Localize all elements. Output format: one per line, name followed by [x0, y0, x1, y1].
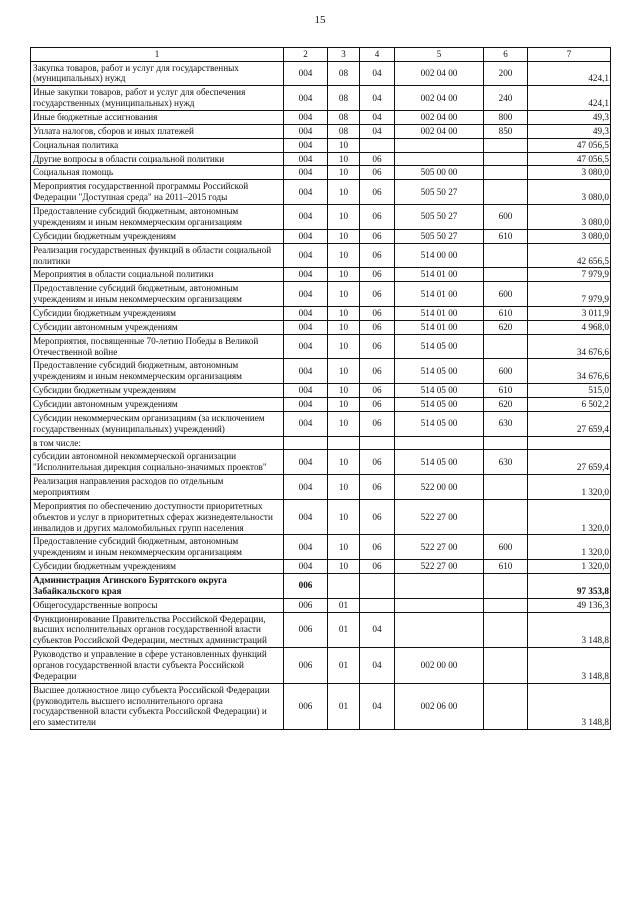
row-ved-cell: 004	[284, 138, 328, 152]
row-sum-cell: 4 968,0	[528, 320, 611, 334]
row-sum-cell: 3 148,8	[528, 683, 611, 729]
page-number: 15	[314, 14, 326, 26]
table-row	[31, 450, 611, 475]
row-vr-cell: 240	[484, 86, 528, 111]
row-name-cell: Субсидии бюджетным учреждениям	[31, 384, 284, 398]
table-row	[31, 138, 611, 152]
row-sum-cell: 1 320,0	[528, 499, 611, 535]
row-name-cell: Закупка товаров, работ и услуг для государственных (муниципальных) нужд	[31, 61, 284, 86]
row-csr-cell: 514 05 00	[395, 359, 484, 384]
row-name-cell: Предоставление субсидий бюджетным, автономным учреждениям и иным некоммерческим организациям	[31, 359, 284, 384]
row-rz-cell: 10	[328, 229, 360, 243]
table-row	[31, 560, 611, 574]
row-rz-cell: 10	[328, 334, 360, 359]
row-sum-cell: 49,3	[528, 111, 611, 125]
row-name-cell: Субсидии автономным учреждениям	[31, 320, 284, 334]
row-vr-cell: 600	[484, 205, 528, 230]
row-vr-cell: 620	[484, 397, 528, 411]
row-pr-cell: 06	[360, 359, 395, 384]
row-csr-cell: 514 05 00	[395, 411, 484, 436]
row-rz-cell: 08	[328, 86, 360, 111]
row-sum-cell: 34 676,6	[528, 359, 611, 384]
row-name-cell: Иные бюджетные ассигнования	[31, 111, 284, 125]
row-pr-cell: 06	[360, 397, 395, 411]
row-ved-cell: 004	[284, 397, 328, 411]
row-csr-cell: 002 00 00	[395, 648, 484, 684]
row-ved-cell: 004	[284, 152, 328, 166]
row-rz-cell: 10	[328, 499, 360, 535]
row-name-cell: Иные закупки товаров, работ и услуг для обеспечения государственных (муниципальных) нужд	[31, 86, 284, 111]
row-rz-cell: 10	[328, 166, 360, 180]
row-sum-cell: 3 080,0	[528, 166, 611, 180]
row-ved-cell: 004	[284, 535, 328, 560]
row-rz-cell: 10	[328, 397, 360, 411]
row-vr-cell: 610	[484, 384, 528, 398]
row-vr-cell	[484, 598, 528, 612]
row-vr-cell	[484, 268, 528, 282]
row-vr-cell: 610	[484, 229, 528, 243]
row-ved-cell: 004	[284, 205, 328, 230]
row-ved-cell: 004	[284, 124, 328, 138]
table-row	[31, 152, 611, 166]
row-vr-cell: 600	[484, 535, 528, 560]
table-row	[31, 306, 611, 320]
row-vr-cell: 610	[484, 306, 528, 320]
column-header: 4	[360, 48, 395, 62]
row-name-cell: Уплата налогов, сборов и иных платежей	[31, 124, 284, 138]
row-sum-cell: 424,1	[528, 86, 611, 111]
row-sum-cell: 1 320,0	[528, 475, 611, 500]
row-pr-cell: 06	[360, 450, 395, 475]
row-sum-cell: 47 056,5	[528, 152, 611, 166]
row-sum-cell: 7 979,9	[528, 268, 611, 282]
row-vr-cell	[484, 648, 528, 684]
row-csr-cell: 514 01 00	[395, 268, 484, 282]
row-pr-cell: 06	[360, 560, 395, 574]
row-vr-cell: 600	[484, 359, 528, 384]
row-sum-cell: 515,0	[528, 384, 611, 398]
row-pr-cell: 06	[360, 268, 395, 282]
row-name-cell: Реализация государственных функций в области социальной политики	[31, 243, 284, 268]
row-ved-cell: 004	[284, 61, 328, 86]
row-name-cell: Мероприятия по обеспечению доступности приоритетных объектов и услуг в приоритетных сферах жизнедеятельности инвалидов и других маломобильных групп населения	[31, 499, 284, 535]
row-vr-cell	[484, 436, 528, 450]
row-csr-cell: 505 00 00	[395, 166, 484, 180]
row-name-cell: Мероприятия в области социальной политики	[31, 268, 284, 282]
row-sum-cell: 27 659,4	[528, 411, 611, 436]
row-sum-cell: 1 320,0	[528, 560, 611, 574]
row-pr-cell: 06	[360, 243, 395, 268]
row-vr-cell: 800	[484, 111, 528, 125]
row-name-cell: Предоставление субсидий бюджетным, автономным учреждениям и иным некоммерческим организациям	[31, 205, 284, 230]
row-pr-cell: 06	[360, 384, 395, 398]
table-row	[31, 436, 611, 450]
row-pr-cell: 06	[360, 475, 395, 500]
table-row	[31, 535, 611, 560]
table-row	[31, 359, 611, 384]
row-ved-cell: 004	[284, 306, 328, 320]
table-row	[31, 124, 611, 138]
row-vr-cell	[484, 612, 528, 648]
row-rz-cell: 01	[328, 683, 360, 729]
row-pr-cell: 06	[360, 334, 395, 359]
row-name-cell: Общегосударственные вопросы	[31, 598, 284, 612]
row-csr-cell: 002 04 00	[395, 111, 484, 125]
row-rz-cell: 08	[328, 111, 360, 125]
row-pr-cell: 06	[360, 229, 395, 243]
row-vr-cell	[484, 475, 528, 500]
row-name-cell: Субсидии автономным учреждениям	[31, 397, 284, 411]
row-ved-cell: 004	[284, 268, 328, 282]
table-row	[31, 683, 611, 729]
row-csr-cell: 514 01 00	[395, 306, 484, 320]
row-sum-cell: 27 659,4	[528, 450, 611, 475]
row-csr-cell: 522 27 00	[395, 560, 484, 574]
row-sum-cell: 47 056,5	[528, 138, 611, 152]
row-pr-cell: 06	[360, 499, 395, 535]
row-pr-cell: 06	[360, 282, 395, 307]
row-pr-cell: 04	[360, 683, 395, 729]
column-header: 1	[31, 48, 284, 62]
table-row	[31, 229, 611, 243]
row-rz-cell: 10	[328, 180, 360, 205]
row-name-cell: в том числе:	[31, 436, 284, 450]
row-vr-cell: 630	[484, 411, 528, 436]
row-rz-cell: 10	[328, 560, 360, 574]
row-ved-cell	[284, 436, 328, 450]
row-pr-cell	[360, 598, 395, 612]
row-rz-cell: 01	[328, 598, 360, 612]
row-pr-cell: 04	[360, 61, 395, 86]
row-vr-cell: 630	[484, 450, 528, 475]
row-rz-cell	[328, 573, 360, 598]
row-ved-cell: 004	[284, 384, 328, 398]
row-csr-cell	[395, 152, 484, 166]
row-csr-cell	[395, 138, 484, 152]
row-pr-cell: 06	[360, 411, 395, 436]
row-ved-cell: 004	[284, 359, 328, 384]
row-csr-cell	[395, 612, 484, 648]
row-pr-cell	[360, 436, 395, 450]
row-pr-cell: 04	[360, 612, 395, 648]
row-sum-cell: 424,1	[528, 61, 611, 86]
row-rz-cell: 10	[328, 384, 360, 398]
row-pr-cell: 06	[360, 180, 395, 205]
table-row	[31, 180, 611, 205]
row-rz-cell: 10	[328, 359, 360, 384]
row-csr-cell: 002 04 00	[395, 86, 484, 111]
row-name-cell: Субсидии бюджетным учреждениям	[31, 560, 284, 574]
table-row	[31, 268, 611, 282]
row-csr-cell: 514 05 00	[395, 384, 484, 398]
budget-table	[30, 47, 611, 730]
row-ved-cell: 006	[284, 683, 328, 729]
table-header-row	[31, 48, 611, 62]
row-rz-cell: 10	[328, 450, 360, 475]
row-name-cell: Мероприятия государственной программы Российской Федерации "Доступная среда" на 2011–2015 годы	[31, 180, 284, 205]
row-ved-cell: 004	[284, 229, 328, 243]
row-pr-cell: 06	[360, 205, 395, 230]
row-vr-cell: 850	[484, 124, 528, 138]
row-pr-cell: 06	[360, 306, 395, 320]
row-name-cell: Предоставление субсидий бюджетным, автономным учреждениям и иным некоммерческим организациям	[31, 282, 284, 307]
row-csr-cell	[395, 573, 484, 598]
table-row	[31, 320, 611, 334]
row-name-cell: Мероприятия, посвященные 70-летию Победы в Великой Отечественной войне	[31, 334, 284, 359]
row-sum-cell	[528, 436, 611, 450]
row-rz-cell: 10	[328, 152, 360, 166]
row-csr-cell: 002 04 00	[395, 61, 484, 86]
row-name-cell: Социальная помощь	[31, 166, 284, 180]
row-sum-cell: 97 353,8	[528, 573, 611, 598]
row-csr-cell: 514 05 00	[395, 450, 484, 475]
row-csr-cell: 522 27 00	[395, 535, 484, 560]
row-rz-cell: 10	[328, 138, 360, 152]
row-sum-cell: 3 148,8	[528, 648, 611, 684]
row-sum-cell: 6 502,2	[528, 397, 611, 411]
table-row	[31, 612, 611, 648]
row-rz-cell: 10	[328, 320, 360, 334]
row-name-cell: Предоставление субсидий бюджетным, автономным учреждениям и иным некоммерческим организациям	[31, 535, 284, 560]
row-ved-cell: 006	[284, 612, 328, 648]
row-vr-cell	[484, 180, 528, 205]
table-row	[31, 384, 611, 398]
row-ved-cell: 004	[284, 111, 328, 125]
row-vr-cell	[484, 243, 528, 268]
row-rz-cell	[328, 436, 360, 450]
table-row	[31, 499, 611, 535]
row-ved-cell: 004	[284, 166, 328, 180]
row-csr-cell: 514 01 00	[395, 282, 484, 307]
table-row	[31, 282, 611, 307]
row-pr-cell: 06	[360, 320, 395, 334]
row-csr-cell: 514 05 00	[395, 397, 484, 411]
table-row	[31, 475, 611, 500]
row-vr-cell: 620	[484, 320, 528, 334]
row-sum-cell: 7 979,9	[528, 282, 611, 307]
row-ved-cell: 004	[284, 180, 328, 205]
row-sum-cell: 42 656,5	[528, 243, 611, 268]
table-row	[31, 86, 611, 111]
column-header: 2	[284, 48, 328, 62]
row-name-cell: Высшее должностное лицо субъекта Российской Федерации (руководитель высшего исполнительного органа государственной власти субъекта Российской Федерации) и его заместители	[31, 683, 284, 729]
row-sum-cell: 3 080,0	[528, 180, 611, 205]
row-pr-cell: 06	[360, 166, 395, 180]
row-csr-cell	[395, 436, 484, 450]
row-ved-cell: 004	[284, 560, 328, 574]
column-header: 7	[528, 48, 611, 62]
table-row	[31, 598, 611, 612]
row-sum-cell: 1 320,0	[528, 535, 611, 560]
row-pr-cell	[360, 573, 395, 598]
row-ved-cell: 004	[284, 450, 328, 475]
row-vr-cell	[484, 152, 528, 166]
row-ved-cell: 004	[284, 282, 328, 307]
row-ved-cell: 004	[284, 86, 328, 111]
row-pr-cell	[360, 138, 395, 152]
row-rz-cell: 01	[328, 648, 360, 684]
row-pr-cell: 06	[360, 535, 395, 560]
table-row	[31, 397, 611, 411]
row-csr-cell: 505 50 27	[395, 205, 484, 230]
row-sum-cell: 49,3	[528, 124, 611, 138]
row-ved-cell: 006	[284, 648, 328, 684]
row-sum-cell: 49 136,3	[528, 598, 611, 612]
row-pr-cell: 04	[360, 86, 395, 111]
row-vr-cell	[484, 573, 528, 598]
row-rz-cell: 10	[328, 268, 360, 282]
row-sum-cell: 34 676,6	[528, 334, 611, 359]
row-rz-cell: 10	[328, 535, 360, 560]
row-pr-cell: 04	[360, 124, 395, 138]
row-vr-cell	[484, 683, 528, 729]
row-vr-cell: 200	[484, 61, 528, 86]
row-rz-cell: 10	[328, 411, 360, 436]
row-name-cell: Субсидии бюджетным учреждениям	[31, 229, 284, 243]
row-ved-cell: 004	[284, 475, 328, 500]
row-ved-cell: 006	[284, 573, 328, 598]
row-ved-cell: 004	[284, 243, 328, 268]
table-row	[31, 573, 611, 598]
column-header: 3	[328, 48, 360, 62]
row-rz-cell: 10	[328, 282, 360, 307]
table-row	[31, 243, 611, 268]
row-vr-cell	[484, 334, 528, 359]
row-vr-cell	[484, 166, 528, 180]
table-row	[31, 166, 611, 180]
row-rz-cell: 10	[328, 475, 360, 500]
row-csr-cell: 505 50 27	[395, 229, 484, 243]
table-row	[31, 205, 611, 230]
row-pr-cell: 04	[360, 648, 395, 684]
table-row	[31, 648, 611, 684]
row-name-cell: Администрация Агинского Бурятского округа Забайкальского края	[31, 573, 284, 598]
row-sum-cell: 3 011,9	[528, 306, 611, 320]
table-row	[31, 61, 611, 86]
row-rz-cell: 10	[328, 243, 360, 268]
row-name-cell: субсидии автономной некоммерческой организации "Исполнительная дирекция социально-значимых проектов"	[31, 450, 284, 475]
row-name-cell: Субсидии некоммерческим организациям (за исключением государственных (муниципальных) учреждений)	[31, 411, 284, 436]
row-name-cell: Функционирование Правительства Российской Федерации, высших исполнительных органов государственной власти субъектов Российской Федерации, местных администраций	[31, 612, 284, 648]
row-ved-cell: 004	[284, 320, 328, 334]
row-csr-cell: 522 27 00	[395, 499, 484, 535]
row-csr-cell: 002 04 00	[395, 124, 484, 138]
row-pr-cell: 06	[360, 152, 395, 166]
row-rz-cell: 01	[328, 612, 360, 648]
row-rz-cell: 08	[328, 61, 360, 86]
row-sum-cell: 3 148,8	[528, 612, 611, 648]
row-name-cell: Социальная политика	[31, 138, 284, 152]
row-ved-cell: 006	[284, 598, 328, 612]
row-vr-cell	[484, 138, 528, 152]
column-header: 6	[484, 48, 528, 62]
row-csr-cell: 514 00 00	[395, 243, 484, 268]
row-name-cell: Реализация направления расходов по отдельным мероприятиям	[31, 475, 284, 500]
row-pr-cell: 04	[360, 111, 395, 125]
row-rz-cell: 10	[328, 306, 360, 320]
row-name-cell: Субсидии бюджетным учреждениям	[31, 306, 284, 320]
row-rz-cell: 08	[328, 124, 360, 138]
row-sum-cell: 3 080,0	[528, 205, 611, 230]
row-vr-cell: 610	[484, 560, 528, 574]
row-rz-cell: 10	[328, 205, 360, 230]
row-csr-cell: 522 00 00	[395, 475, 484, 500]
row-name-cell: Другие вопросы в области социальной политики	[31, 152, 284, 166]
table-row	[31, 111, 611, 125]
row-name-cell: Руководство и управление в сфере установленных функций органов государственной власти субъекта Российской Федерации	[31, 648, 284, 684]
row-ved-cell: 004	[284, 499, 328, 535]
row-csr-cell	[395, 598, 484, 612]
row-ved-cell: 004	[284, 334, 328, 359]
column-header: 5	[395, 48, 484, 62]
table-row	[31, 334, 611, 359]
row-vr-cell: 600	[484, 282, 528, 307]
row-csr-cell: 514 01 00	[395, 320, 484, 334]
row-sum-cell: 3 080,0	[528, 229, 611, 243]
row-ved-cell: 004	[284, 411, 328, 436]
row-csr-cell: 514 05 00	[395, 334, 484, 359]
row-csr-cell: 505 50 27	[395, 180, 484, 205]
row-vr-cell	[484, 499, 528, 535]
row-csr-cell: 002 06 00	[395, 683, 484, 729]
table-row	[31, 411, 611, 436]
